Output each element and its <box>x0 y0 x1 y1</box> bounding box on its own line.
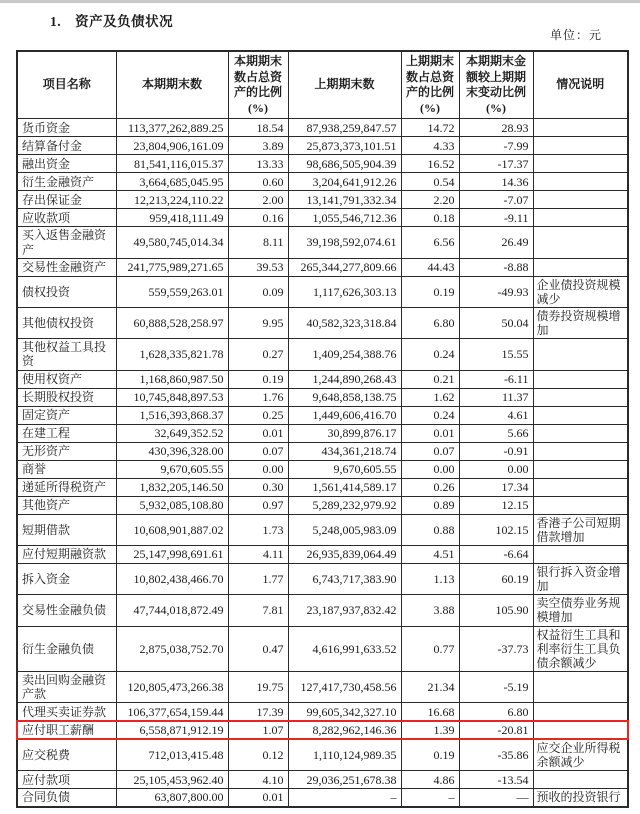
prior-amount-cell: 9,648,858,138.75 <box>288 388 401 406</box>
section-number: 1. <box>50 14 62 29</box>
table-row <box>17 424 628 442</box>
prior-amount-cell: 23,187,937,832.42 <box>288 595 401 626</box>
item-name-cell: 使用权资产 <box>17 370 116 388</box>
table-row <box>17 626 628 671</box>
item-name-cell: 长期股权投资 <box>17 388 116 406</box>
change-ratio-cell: -20.81 <box>459 721 533 739</box>
prior-amount-cell: 40,582,323,318.84 <box>288 308 401 339</box>
current-amount-cell: 3,664,685,045.95 <box>116 173 228 191</box>
item-name-cell: 融出资金 <box>17 155 116 173</box>
current-amount-cell: 1,516,393,868.37 <box>116 406 228 424</box>
current-ratio-cell: 0.60 <box>228 173 288 191</box>
prior-ratio-cell: 0.00 <box>401 460 459 478</box>
prior-ratio-cell: 0.24 <box>401 406 459 424</box>
current-ratio-cell: 0.01 <box>228 424 288 442</box>
change-ratio-cell: 15.55 <box>459 339 533 370</box>
change-ratio-cell: -6.64 <box>459 545 533 563</box>
change-ratio-cell: -35.86 <box>459 739 533 771</box>
item-name-cell: 代理买卖证券款 <box>17 703 116 721</box>
current-ratio-cell: 0.01 <box>228 789 288 807</box>
change-ratio-cell: -8.88 <box>459 258 533 276</box>
remark-cell <box>533 721 628 739</box>
current-ratio-cell: 7.81 <box>228 595 288 626</box>
current-ratio-cell: 0.09 <box>228 276 288 307</box>
table-row <box>17 739 628 771</box>
prior-ratio-cell: 0.89 <box>401 496 459 514</box>
current-ratio-cell: 0.12 <box>228 739 288 771</box>
current-amount-cell: 81,541,116,015.37 <box>116 155 228 173</box>
current-ratio-cell: 1.77 <box>228 563 288 594</box>
current-amount-cell: 1,628,335,821.78 <box>116 339 228 370</box>
current-ratio-cell: 0.27 <box>228 339 288 370</box>
table-row <box>17 339 628 370</box>
current-amount-cell: 1,168,860,987.50 <box>116 370 228 388</box>
remark-cell <box>533 173 628 191</box>
remark-cell: 权益衍生工具和利率衍生工具负债余额减少 <box>533 626 628 671</box>
current-ratio-cell: 0.25 <box>228 406 288 424</box>
prior-ratio-cell: 1.39 <box>401 721 459 739</box>
section-title-text: 资产及负债状况 <box>75 14 174 29</box>
change-ratio-cell: 6.80 <box>459 703 533 721</box>
table-row <box>17 703 628 721</box>
item-name-cell: 其他资产 <box>17 496 116 514</box>
report-page <box>0 3 640 814</box>
remark-cell <box>533 258 628 276</box>
remark-cell <box>533 460 628 478</box>
current-amount-cell: 2,875,038,752.70 <box>116 626 228 671</box>
remark-cell <box>533 672 628 703</box>
prior-amount-cell: 1,117,626,303.13 <box>288 276 401 307</box>
prior-amount-cell: 30,899,876.17 <box>288 424 401 442</box>
change-ratio-cell: 26.49 <box>459 227 533 258</box>
prior-amount-cell: 87,938,259,847.57 <box>288 119 401 137</box>
current-ratio-cell: 18.54 <box>228 119 288 137</box>
current-ratio-cell: 0.19 <box>228 370 288 388</box>
prior-ratio-cell: 0.21 <box>401 370 459 388</box>
remark-cell <box>533 442 628 460</box>
current-amount-cell: 60,888,528,258.97 <box>116 308 228 339</box>
current-amount-cell: 559,559,263.01 <box>116 276 228 307</box>
prior-amount-cell: 265,344,277,809.66 <box>288 258 401 276</box>
remark-cell: 债券投资规模增加 <box>533 308 628 339</box>
prior-amount-cell: 5,289,232,979.92 <box>288 496 401 514</box>
item-name-cell: 递延所得税资产 <box>17 478 116 496</box>
change-ratio-cell: -9.11 <box>459 209 533 227</box>
column-header: 本期期末数占总资产的比例(%) <box>228 51 288 119</box>
assets-liabilities-table <box>16 50 629 808</box>
prior-amount-cell: 39,198,592,074.61 <box>288 227 401 258</box>
prior-ratio-cell: 0.07 <box>401 442 459 460</box>
remark-cell: 预收的投资银行 <box>533 789 628 807</box>
item-name-cell: 商誉 <box>17 460 116 478</box>
item-name-cell: 应交税费 <box>17 739 116 771</box>
prior-amount-cell: 4,616,991,633.52 <box>288 626 401 671</box>
change-ratio-cell: -37.73 <box>459 626 533 671</box>
prior-ratio-cell: 4.51 <box>401 545 459 563</box>
prior-ratio-cell: 16.52 <box>401 155 459 173</box>
current-ratio-cell: 1.76 <box>228 388 288 406</box>
change-ratio-cell: 28.93 <box>459 119 533 137</box>
current-amount-cell: 10,608,901,887.02 <box>116 514 228 545</box>
current-amount-cell: 9,670,605.55 <box>116 460 228 478</box>
current-amount-cell: 32,649,352.52 <box>116 424 228 442</box>
table-row <box>17 563 628 594</box>
remark-cell <box>533 388 628 406</box>
column-header: 项目名称 <box>17 51 116 119</box>
prior-ratio-cell: 0.01 <box>401 424 459 442</box>
current-ratio-cell: 3.89 <box>228 137 288 155</box>
remark-cell <box>533 545 628 563</box>
prior-amount-cell: 1,244,890,268.43 <box>288 370 401 388</box>
remark-cell <box>533 424 628 442</box>
item-name-cell: 应付款项 <box>17 771 116 789</box>
table-row <box>17 227 628 258</box>
remark-cell <box>533 119 628 137</box>
current-ratio-cell: 0.07 <box>228 442 288 460</box>
change-ratio-cell: 102.15 <box>459 514 533 545</box>
item-name-cell: 衍生金融负债 <box>17 626 116 671</box>
current-ratio-cell: 4.10 <box>228 771 288 789</box>
current-ratio-cell: 39.53 <box>228 258 288 276</box>
item-name-cell: 债权投资 <box>17 276 116 307</box>
item-name-cell: 合同负债 <box>17 789 116 807</box>
current-ratio-cell: 4.11 <box>228 545 288 563</box>
current-ratio-cell: 0.00 <box>228 460 288 478</box>
item-name-cell: 应收款项 <box>17 209 116 227</box>
column-header: 本期期末数 <box>116 51 228 119</box>
prior-amount-cell: 13,141,791,332.34 <box>288 191 401 209</box>
current-ratio-cell: 1.07 <box>228 721 288 739</box>
change-ratio-cell: 12.15 <box>459 496 533 514</box>
table-row <box>17 496 628 514</box>
current-amount-cell: 430,396,328.00 <box>116 442 228 460</box>
change-ratio-cell: 11.37 <box>459 388 533 406</box>
current-amount-cell: 959,418,111.49 <box>116 209 228 227</box>
current-ratio-cell: 9.95 <box>228 308 288 339</box>
remark-cell <box>533 496 628 514</box>
item-name-cell: 在建工程 <box>17 424 116 442</box>
prior-ratio-cell: 6.56 <box>401 227 459 258</box>
prior-ratio-cell: 0.18 <box>401 209 459 227</box>
prior-ratio-cell: 0.77 <box>401 626 459 671</box>
table-header <box>17 51 628 119</box>
item-name-cell: 其他权益工具投资 <box>17 339 116 370</box>
current-ratio-cell: 1.73 <box>228 514 288 545</box>
prior-ratio-cell: – <box>401 789 459 807</box>
column-header: 本期期末金额较上期期末变动比例(%) <box>459 51 533 119</box>
current-amount-cell: 23,804,906,161.09 <box>116 137 228 155</box>
change-ratio-cell: -6.11 <box>459 370 533 388</box>
current-ratio-cell: 0.16 <box>228 209 288 227</box>
prior-amount-cell: 1,409,254,388.76 <box>288 339 401 370</box>
prior-amount-cell: 1,561,414,589.17 <box>288 478 401 496</box>
item-name-cell: 货币资金 <box>17 119 116 137</box>
prior-amount-cell: 98,686,505,904.39 <box>288 155 401 173</box>
prior-ratio-cell: 0.24 <box>401 339 459 370</box>
table-row <box>17 442 628 460</box>
remark-cell: 应交企业所得税余额减少 <box>533 739 628 771</box>
table-row <box>17 209 628 227</box>
remark-cell <box>533 406 628 424</box>
remark-cell <box>533 227 628 258</box>
prior-ratio-cell: 0.88 <box>401 514 459 545</box>
current-amount-cell: 25,147,998,691.61 <box>116 545 228 563</box>
table-row <box>17 406 628 424</box>
prior-amount-cell: 1,449,606,416.70 <box>288 406 401 424</box>
table-row <box>17 672 628 703</box>
prior-ratio-cell: 3.88 <box>401 595 459 626</box>
prior-ratio-cell: 1.13 <box>401 563 459 594</box>
prior-amount-cell: 1,055,546,712.36 <box>288 209 401 227</box>
item-name-cell: 衍生金融资产 <box>17 173 116 191</box>
prior-amount-cell: 127,417,730,458.56 <box>288 672 401 703</box>
prior-ratio-cell: 21.34 <box>401 672 459 703</box>
unit-label: 单位：元 <box>549 28 602 42</box>
current-amount-cell: 25,105,453,962.40 <box>116 771 228 789</box>
current-ratio-cell: 19.75 <box>228 672 288 703</box>
table-row <box>17 308 628 339</box>
current-ratio-cell: 0.30 <box>228 478 288 496</box>
current-amount-cell: 47,744,018,872.49 <box>116 595 228 626</box>
table-row <box>17 155 628 173</box>
current-amount-cell: 5,932,085,108.80 <box>116 496 228 514</box>
prior-ratio-cell: 0.19 <box>401 276 459 307</box>
prior-amount-cell: 25,873,373,101.51 <box>288 137 401 155</box>
prior-ratio-cell: 4.86 <box>401 771 459 789</box>
prior-ratio-cell: 0.54 <box>401 173 459 191</box>
table-row <box>17 478 628 496</box>
table-row <box>17 789 628 807</box>
current-amount-cell: 113,377,262,889.25 <box>116 119 228 137</box>
table-row <box>17 514 628 545</box>
prior-ratio-cell: 2.20 <box>401 191 459 209</box>
item-name-cell: 无形资产 <box>17 442 116 460</box>
remark-cell <box>533 191 628 209</box>
current-amount-cell: 10,745,848,897.53 <box>116 388 228 406</box>
current-amount-cell: 63,807,800.00 <box>116 789 228 807</box>
current-amount-cell: 241,775,989,271.65 <box>116 258 228 276</box>
prior-ratio-cell: 14.72 <box>401 119 459 137</box>
current-amount-cell: 6,558,871,912.19 <box>116 721 228 739</box>
item-name-cell: 交易性金融资产 <box>17 258 116 276</box>
table-row <box>17 137 628 155</box>
change-ratio-cell: -17.37 <box>459 155 533 173</box>
current-amount-cell: 120,805,473,266.38 <box>116 672 228 703</box>
change-ratio-cell: — <box>459 789 533 807</box>
prior-ratio-cell: 1.62 <box>401 388 459 406</box>
change-ratio-cell: -5.19 <box>459 672 533 703</box>
current-amount-cell: 49,580,745,014.34 <box>116 227 228 258</box>
prior-ratio-cell: 0.19 <box>401 739 459 771</box>
current-amount-cell: 712,013,415.48 <box>116 739 228 771</box>
change-ratio-cell: -49.93 <box>459 276 533 307</box>
remark-cell <box>533 370 628 388</box>
table-row <box>17 191 628 209</box>
current-ratio-cell: 17.39 <box>228 703 288 721</box>
table-row <box>17 545 628 563</box>
current-amount-cell: 12,213,224,110.22 <box>116 191 228 209</box>
prior-ratio-cell: 44.43 <box>401 258 459 276</box>
remark-cell <box>533 155 628 173</box>
item-name-cell: 固定资产 <box>17 406 116 424</box>
prior-ratio-cell: 4.33 <box>401 137 459 155</box>
prior-amount-cell: 6,743,717,383.90 <box>288 563 401 594</box>
change-ratio-cell: -13.54 <box>459 771 533 789</box>
change-ratio-cell: 0.00 <box>459 460 533 478</box>
table-row <box>17 595 628 626</box>
change-ratio-cell: 50.04 <box>459 308 533 339</box>
item-name-cell: 其他债权投资 <box>17 308 116 339</box>
current-amount-cell: 106,377,654,159.44 <box>116 703 228 721</box>
prior-ratio-cell: 16.68 <box>401 703 459 721</box>
item-name-cell: 买入返售金融资产 <box>17 227 116 258</box>
table-row-highlighted <box>17 721 628 739</box>
prior-amount-cell: 1,110,124,989.35 <box>288 739 401 771</box>
item-name-cell: 应付职工薪酬 <box>17 721 116 739</box>
remark-cell: 卖空债券业务规模增加 <box>533 595 628 626</box>
prior-ratio-cell: 0.26 <box>401 478 459 496</box>
current-ratio-cell: 8.11 <box>228 227 288 258</box>
change-ratio-cell: 4.61 <box>459 406 533 424</box>
remark-cell <box>533 478 628 496</box>
change-ratio-cell: -7.07 <box>459 191 533 209</box>
prior-amount-cell: 9,670,605.55 <box>288 460 401 478</box>
remark-cell <box>533 137 628 155</box>
item-name-cell: 拆入资金 <box>17 563 116 594</box>
prior-amount-cell: 434,361,218.74 <box>288 442 401 460</box>
item-name-cell: 卖出回购金融资产款 <box>17 672 116 703</box>
item-name-cell: 短期借款 <box>17 514 116 545</box>
table-row <box>17 119 628 137</box>
column-header: 上期期末数占总资产的比例(%) <box>401 51 459 119</box>
prior-amount-cell: – <box>288 789 401 807</box>
change-ratio-cell: 105.90 <box>459 595 533 626</box>
change-ratio-cell: 5.66 <box>459 424 533 442</box>
column-header: 情况说明 <box>533 51 628 119</box>
table-row <box>17 276 628 307</box>
prior-amount-cell: 99,605,342,327.10 <box>288 703 401 721</box>
item-name-cell: 存出保证金 <box>17 191 116 209</box>
table-row <box>17 771 628 789</box>
current-amount-cell: 10,802,438,466.70 <box>116 563 228 594</box>
item-name-cell: 交易性金融负债 <box>17 595 116 626</box>
item-name-cell: 结算备付金 <box>17 137 116 155</box>
remark-cell <box>533 339 628 370</box>
current-ratio-cell: 13.33 <box>228 155 288 173</box>
change-ratio-cell: 17.34 <box>459 478 533 496</box>
change-ratio-cell: 14.36 <box>459 173 533 191</box>
prior-amount-cell: 3,204,641,912.26 <box>288 173 401 191</box>
prior-amount-cell: 26,935,839,064.49 <box>288 545 401 563</box>
table-row <box>17 173 628 191</box>
remark-cell: 香港子公司短期借款增加 <box>533 514 628 545</box>
table-row <box>17 388 628 406</box>
table-row <box>17 460 628 478</box>
prior-amount-cell: 8,282,962,146.36 <box>288 721 401 739</box>
current-ratio-cell: 0.47 <box>228 626 288 671</box>
table-row <box>17 258 628 276</box>
column-header: 上期期末数 <box>288 51 401 119</box>
prior-amount-cell: 29,036,251,678.38 <box>288 771 401 789</box>
prior-amount-cell: 5,248,005,983.09 <box>288 514 401 545</box>
remark-cell: 企业债投资规模减少 <box>533 276 628 307</box>
remark-cell <box>533 703 628 721</box>
section-title <box>0 3 640 30</box>
change-ratio-cell: -0.91 <box>459 442 533 460</box>
remark-cell <box>533 209 628 227</box>
current-ratio-cell: 0.97 <box>228 496 288 514</box>
change-ratio-cell: -7.99 <box>459 137 533 155</box>
remark-cell: 银行拆入资金增加 <box>533 563 628 594</box>
header-row <box>17 51 628 119</box>
prior-ratio-cell: 6.80 <box>401 308 459 339</box>
current-ratio-cell: 2.00 <box>228 191 288 209</box>
table-row <box>17 370 628 388</box>
current-amount-cell: 1,832,205,146.50 <box>116 478 228 496</box>
item-name-cell: 应付短期融资款 <box>17 545 116 563</box>
remark-cell <box>533 771 628 789</box>
change-ratio-cell: 60.19 <box>459 563 533 594</box>
